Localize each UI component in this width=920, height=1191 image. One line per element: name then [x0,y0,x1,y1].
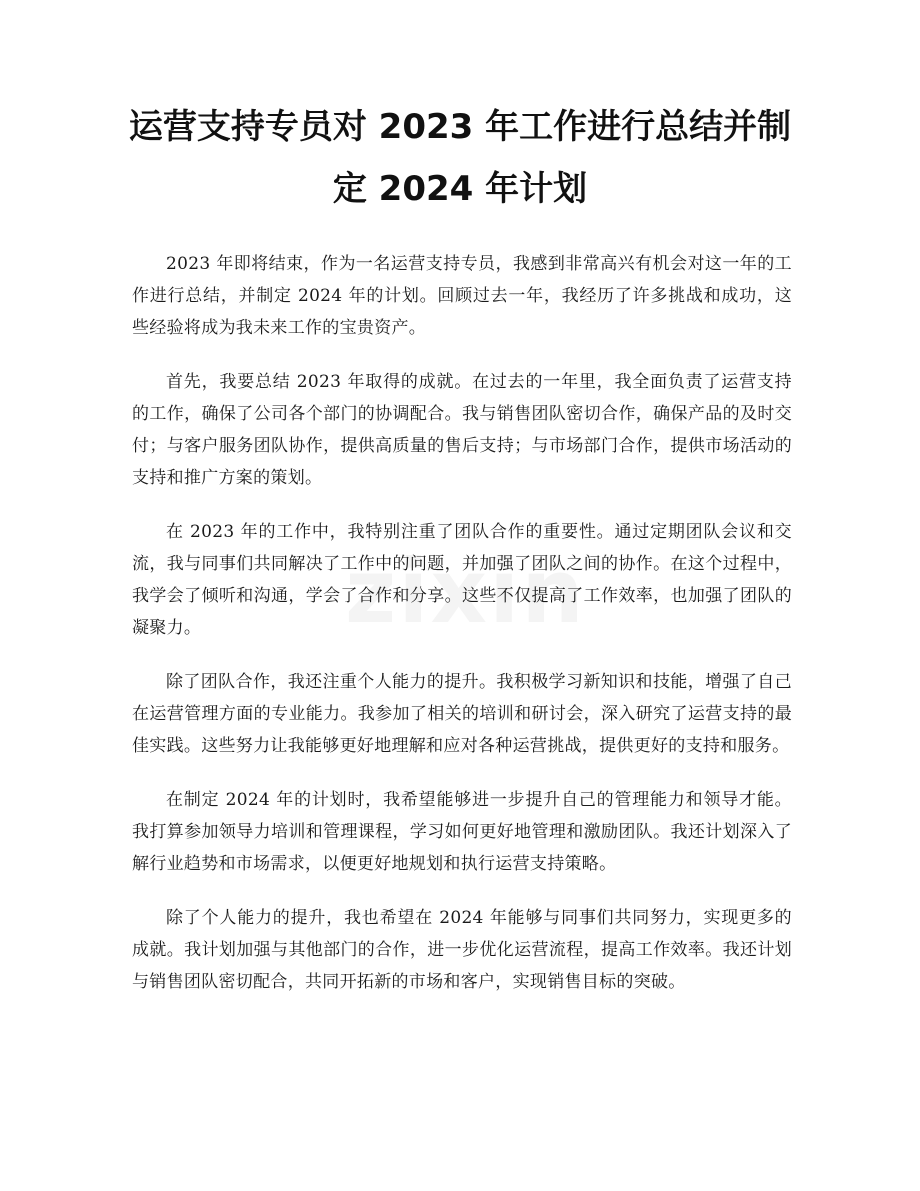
document-body [132,248,792,1020]
paragraph-achievements: 首先，我要总结 2023 年取得的成就。在过去的一年里，我全面负责了运营支持的工作，确保了公司各个部门的协调配合。我与销售团队密切合作，确保产品的及时交付；与客户服务团队协作，提供高质量的售后支持；与市场部门合作，提供市场活动的支持和推广方案的策划。 [132,372,792,488]
paragraph-collaboration-plan: 除了个人能力的提升，我也希望在 2024 年能够与同事们共同努力，实现更多的成就。我计划加强与其他部门的合作，进一步优化运营流程，提高工作效率。我还计划与销售团队密切配合，共同开拓新的市场和客户，实现销售目标的突破。 [132,908,792,992]
paragraph-intro: 2023 年即将结束，作为一名运营支持专员，我感到非常高兴有机会对这一年的工作进行总结，并制定 2024 年的计划。回顾过去一年，我经历了许多挑战和成功，这些经验将成为我未来工作的宝贵资产。 [132,254,792,338]
page-title: 运营支持专员对 2023 年工作进行总结并制定 2024 年计划 [128,107,792,209]
paragraph-personal-growth: 除了团队合作，我还注重个人能力的提升。我积极学习新知识和技能，增强了自己在运营管理方面的专业能力。我参加了相关的培训和研讨会，深入研究了运营支持的最佳实践。这些努力让我能够更好地理解和应对各种运营挑战，提供更好的支持和服务。 [132,672,792,756]
paragraph-teamwork: 在 2023 年的工作中，我特别注重了团队合作的重要性。通过定期团队会议和交流，我与同事们共同解决了工作中的问题，并加强了团队之间的协作。在这个过程中，我学会了倾听和沟通，学会了合作和分享。这些不仅提高了工作效率，也加强了团队的凝聚力。 [132,522,792,638]
paragraph-2024-plan: 在制定 2024 年的计划时，我希望能够进一步提升自己的管理能力和领导才能。我打算参加领导力培训和管理课程，学习如何更好地管理和激励团队。我还计划深入了解行业趋势和市场需求，以便更好地规划和执行运营支持策略。 [132,790,792,874]
